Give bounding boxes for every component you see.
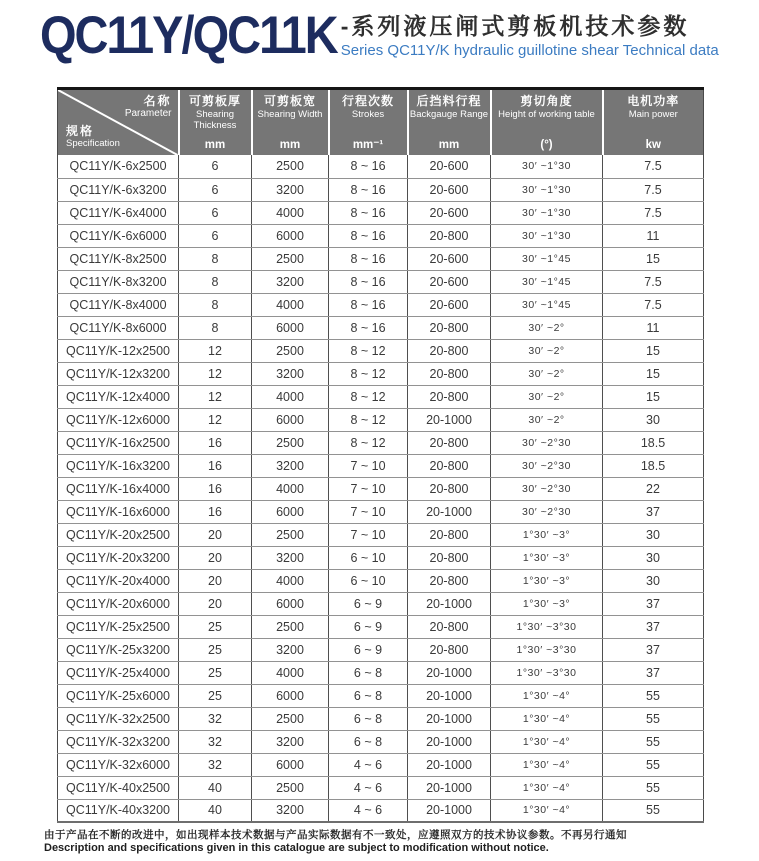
width-cell: 6000: [252, 224, 329, 247]
strokes-cell: 8 ~ 16: [329, 224, 408, 247]
width-cell: 3200: [252, 178, 329, 201]
model-cell: QC11Y/K-8x2500: [58, 247, 179, 270]
power-cell: 7.5: [603, 178, 704, 201]
angle-cell: 1°30′ ~4°: [491, 707, 603, 730]
page-title-english: Series QC11Y/K hydraulic guillotine shear Technical data: [340, 42, 719, 59]
width-cell: 2500: [252, 247, 329, 270]
backgauge-cell: 20-800: [408, 523, 491, 546]
strokes-cell: 6 ~ 9: [329, 638, 408, 661]
width-cell: 3200: [252, 730, 329, 753]
strokes-cell: 6 ~ 10: [329, 546, 408, 569]
width-cell: 2500: [252, 707, 329, 730]
power-cell: 18.5: [603, 431, 704, 454]
angle-cell: 30′ ~1°45: [491, 270, 603, 293]
angle-cell: 1°30′ ~3°: [491, 546, 603, 569]
strokes-cell: 8 ~ 12: [329, 362, 408, 385]
column-header: [491, 89, 603, 156]
power-cell: 30: [603, 408, 704, 431]
thickness-cell: 12: [179, 339, 252, 362]
column-header-cn: 行程次数: [341, 94, 394, 108]
power-cell: 55: [603, 776, 704, 799]
power-cell: 18.5: [603, 454, 704, 477]
column-header-unit: mm: [279, 139, 301, 151]
column-header: [408, 89, 491, 156]
model-cell: QC11Y/K-20x6000: [58, 592, 179, 615]
strokes-cell: 4 ~ 6: [329, 799, 408, 822]
column-header: [252, 89, 329, 156]
thickness-cell: 16: [179, 431, 252, 454]
column-header-unit: mm: [438, 139, 460, 151]
thickness-cell: 16: [179, 454, 252, 477]
thickness-cell: 12: [179, 408, 252, 431]
strokes-cell: 6 ~ 8: [329, 730, 408, 753]
model-cell: QC11Y/K-6x3200: [58, 178, 179, 201]
thickness-cell: 32: [179, 707, 252, 730]
width-cell: 2500: [252, 155, 329, 178]
thickness-cell: 16: [179, 500, 252, 523]
width-cell: 6000: [252, 408, 329, 431]
backgauge-cell: 20-800: [408, 569, 491, 592]
width-cell: 3200: [252, 362, 329, 385]
backgauge-cell: 20-800: [408, 431, 491, 454]
column-header-unit: kw: [645, 139, 661, 151]
column-header-en: Main power: [628, 109, 678, 120]
width-cell: 4000: [252, 477, 329, 500]
column-header-cn: 可剪板厚: [188, 94, 241, 108]
model-cell: QC11Y/K-8x3200: [58, 270, 179, 293]
spec-table: [57, 87, 704, 823]
backgauge-cell: 20-800: [408, 385, 491, 408]
table-row: [58, 592, 704, 615]
backgauge-cell: 20-800: [408, 362, 491, 385]
thickness-cell: 12: [179, 385, 252, 408]
power-cell: 37: [603, 592, 704, 615]
corner-header-cell: [58, 89, 179, 156]
model-cell: QC11Y/K-40x3200: [58, 799, 179, 822]
power-cell: 7.5: [603, 293, 704, 316]
backgauge-cell: 20-600: [408, 293, 491, 316]
power-cell: 11: [603, 224, 704, 247]
angle-cell: 1°30′ ~3°30: [491, 638, 603, 661]
table-row: [58, 523, 704, 546]
column-header-cn: 剪切角度: [520, 94, 573, 108]
backgauge-cell: 20-1000: [408, 730, 491, 753]
width-cell: 6000: [252, 592, 329, 615]
table-row: [58, 201, 704, 224]
angle-cell: 1°30′ ~3°: [491, 523, 603, 546]
page-header: [0, 0, 759, 80]
thickness-cell: 25: [179, 684, 252, 707]
angle-cell: 30′ ~2°30: [491, 477, 603, 500]
backgauge-cell: 20-800: [408, 477, 491, 500]
width-cell: 3200: [252, 270, 329, 293]
thickness-cell: 12: [179, 362, 252, 385]
model-cell: QC11Y/K-25x4000: [58, 661, 179, 684]
angle-cell: 1°30′ ~4°: [491, 753, 603, 776]
width-cell: 3200: [252, 546, 329, 569]
table-row: [58, 247, 704, 270]
thickness-cell: 25: [179, 638, 252, 661]
strokes-cell: 7 ~ 10: [329, 500, 408, 523]
backgauge-cell: 20-1000: [408, 684, 491, 707]
model-cell: QC11Y/K-32x3200: [58, 730, 179, 753]
table-row: [58, 385, 704, 408]
table-row: [58, 339, 704, 362]
backgauge-cell: 20-600: [408, 201, 491, 224]
backgauge-cell: 20-600: [408, 155, 491, 178]
table-row: [58, 270, 704, 293]
power-cell: 7.5: [603, 155, 704, 178]
width-cell: 2500: [252, 431, 329, 454]
strokes-cell: 6 ~ 8: [329, 707, 408, 730]
power-cell: 37: [603, 500, 704, 523]
strokes-cell: 6 ~ 8: [329, 661, 408, 684]
width-cell: 4000: [252, 569, 329, 592]
power-cell: 37: [603, 615, 704, 638]
angle-cell: 30′ ~2°30: [491, 454, 603, 477]
table-row: [58, 431, 704, 454]
thickness-cell: 8: [179, 247, 252, 270]
table-row: [58, 684, 704, 707]
corner-parameter-label: [125, 94, 172, 119]
column-header: [179, 89, 252, 156]
thickness-cell: 20: [179, 546, 252, 569]
table-row: [58, 615, 704, 638]
strokes-cell: 8 ~ 12: [329, 339, 408, 362]
column-header-en: Shearing Thickness: [193, 109, 237, 131]
column-header-unit: (°): [540, 139, 553, 151]
angle-cell: 1°30′ ~3°30: [491, 615, 603, 638]
thickness-cell: 20: [179, 592, 252, 615]
backgauge-cell: 20-1000: [408, 500, 491, 523]
thickness-cell: 20: [179, 569, 252, 592]
spec-table-header: [58, 89, 704, 156]
width-cell: 3200: [252, 454, 329, 477]
model-cell: QC11Y/K-12x4000: [58, 385, 179, 408]
table-row: [58, 224, 704, 247]
backgauge-cell: 20-1000: [408, 408, 491, 431]
model-cell: QC11Y/K-25x2500: [58, 615, 179, 638]
table-row: [58, 500, 704, 523]
corner-specification-en: Specification: [66, 138, 120, 149]
strokes-cell: 6 ~ 9: [329, 615, 408, 638]
thickness-cell: 6: [179, 178, 252, 201]
table-row: [58, 362, 704, 385]
angle-cell: 30′ ~2°: [491, 339, 603, 362]
power-cell: 7.5: [603, 270, 704, 293]
table-row: [58, 293, 704, 316]
strokes-cell: 8 ~ 12: [329, 385, 408, 408]
backgauge-cell: 20-800: [408, 224, 491, 247]
backgauge-cell: 20-600: [408, 270, 491, 293]
model-cell: QC11Y/K-12x2500: [58, 339, 179, 362]
power-cell: 30: [603, 523, 704, 546]
strokes-cell: 8 ~ 16: [329, 270, 408, 293]
column-header-cn: 可剪板宽: [263, 94, 316, 108]
width-cell: 2500: [252, 615, 329, 638]
disclaimer-english: Description and specifications given in this catalogue are subject to modification without notice.: [44, 842, 549, 854]
thickness-cell: 8: [179, 270, 252, 293]
model-cell: QC11Y/K-16x4000: [58, 477, 179, 500]
power-cell: 11: [603, 316, 704, 339]
power-cell: 55: [603, 684, 704, 707]
column-header-unit: mm⁻¹: [352, 139, 384, 151]
angle-cell: 30′ ~1°30: [491, 178, 603, 201]
angle-cell: 1°30′ ~3°: [491, 592, 603, 615]
power-cell: 15: [603, 339, 704, 362]
thickness-cell: 8: [179, 316, 252, 339]
width-cell: 3200: [252, 638, 329, 661]
thickness-cell: 8: [179, 293, 252, 316]
table-row: [58, 638, 704, 661]
column-header-en: Height of working table: [498, 109, 595, 120]
table-row: [58, 753, 704, 776]
angle-cell: 30′ ~2°30: [491, 500, 603, 523]
backgauge-cell: 20-800: [408, 615, 491, 638]
backgauge-cell: 20-600: [408, 178, 491, 201]
strokes-cell: 7 ~ 10: [329, 523, 408, 546]
angle-cell: 1°30′ ~4°: [491, 799, 603, 822]
width-cell: 3200: [252, 799, 329, 822]
width-cell: 2500: [252, 339, 329, 362]
model-cell: QC11Y/K-16x2500: [58, 431, 179, 454]
power-cell: 55: [603, 799, 704, 822]
column-header-cn: 电机功率: [627, 94, 680, 108]
power-cell: 37: [603, 661, 704, 684]
backgauge-cell: 20-1000: [408, 776, 491, 799]
strokes-cell: 7 ~ 10: [329, 477, 408, 500]
thickness-cell: 32: [179, 730, 252, 753]
model-cell: QC11Y/K-20x3200: [58, 546, 179, 569]
angle-cell: 1°30′ ~3°30: [491, 661, 603, 684]
column-header-cn: 后挡料行程: [416, 94, 482, 108]
model-cell: QC11Y/K-8x4000: [58, 293, 179, 316]
thickness-cell: 6: [179, 201, 252, 224]
column-header-en: Strokes: [351, 109, 385, 120]
spec-table-body: [58, 155, 704, 822]
model-cell: QC11Y/K-6x4000: [58, 201, 179, 224]
power-cell: 37: [603, 638, 704, 661]
width-cell: 4000: [252, 293, 329, 316]
strokes-cell: 8 ~ 16: [329, 178, 408, 201]
backgauge-cell: 20-1000: [408, 753, 491, 776]
table-row: [58, 776, 704, 799]
thickness-cell: 32: [179, 753, 252, 776]
table-row: [58, 155, 704, 178]
thickness-cell: 20: [179, 523, 252, 546]
model-cell: QC11Y/K-25x3200: [58, 638, 179, 661]
width-cell: 4000: [252, 201, 329, 224]
strokes-cell: 4 ~ 6: [329, 776, 408, 799]
table-row: [58, 408, 704, 431]
table-row: [58, 730, 704, 753]
angle-cell: 30′ ~1°30: [491, 201, 603, 224]
model-cell: QC11Y/K-12x3200: [58, 362, 179, 385]
strokes-cell: 8 ~ 16: [329, 293, 408, 316]
angle-cell: 30′ ~2°: [491, 408, 603, 431]
thickness-cell: 6: [179, 155, 252, 178]
thickness-cell: 25: [179, 661, 252, 684]
column-header: [603, 89, 704, 156]
table-row: [58, 569, 704, 592]
angle-cell: 30′ ~1°45: [491, 247, 603, 270]
width-cell: 6000: [252, 753, 329, 776]
power-cell: 30: [603, 546, 704, 569]
corner-specification-label: [66, 124, 120, 149]
angle-cell: 1°30′ ~3°: [491, 569, 603, 592]
disclaimer-chinese: 由于产品在不断的改进中，如出现样本技术数据与产品实际数据有不一致处，应遵照双方的技术协议参数。不再另行通知: [44, 829, 627, 841]
model-cell: QC11Y/K-6x2500: [58, 155, 179, 178]
table-row: [58, 316, 704, 339]
strokes-cell: 6 ~ 9: [329, 592, 408, 615]
power-cell: 55: [603, 753, 704, 776]
angle-cell: 30′ ~2°30: [491, 431, 603, 454]
title-group: [341, 12, 719, 60]
thickness-cell: 40: [179, 776, 252, 799]
thickness-cell: 40: [179, 799, 252, 822]
strokes-cell: 4 ~ 6: [329, 753, 408, 776]
strokes-cell: 8 ~ 16: [329, 316, 408, 339]
strokes-cell: 8 ~ 16: [329, 201, 408, 224]
table-row: [58, 546, 704, 569]
angle-cell: 30′ ~1°30: [491, 224, 603, 247]
table-row: [58, 178, 704, 201]
model-cell: QC11Y/K-20x2500: [58, 523, 179, 546]
corner-parameter-en: Parameter: [124, 108, 172, 119]
column-header: [329, 89, 408, 156]
angle-cell: 30′ ~2°: [491, 385, 603, 408]
backgauge-cell: 20-1000: [408, 707, 491, 730]
table-row: [58, 661, 704, 684]
width-cell: 6000: [252, 500, 329, 523]
backgauge-cell: 20-800: [408, 339, 491, 362]
thickness-cell: 16: [179, 477, 252, 500]
power-cell: 7.5: [603, 201, 704, 224]
strokes-cell: 8 ~ 16: [329, 155, 408, 178]
backgauge-cell: 20-800: [408, 316, 491, 339]
angle-cell: 1°30′ ~4°: [491, 730, 603, 753]
model-cell: QC11Y/K-6x6000: [58, 224, 179, 247]
column-header-unit: mm: [204, 139, 226, 151]
power-cell: 55: [603, 730, 704, 753]
table-row: [58, 454, 704, 477]
strokes-cell: 8 ~ 12: [329, 408, 408, 431]
strokes-cell: 6 ~ 10: [329, 569, 408, 592]
angle-cell: 1°30′ ~4°: [491, 776, 603, 799]
table-row: [58, 707, 704, 730]
angle-cell: 30′ ~2°: [491, 362, 603, 385]
strokes-cell: 8 ~ 16: [329, 247, 408, 270]
backgauge-cell: 20-800: [408, 454, 491, 477]
strokes-cell: 8 ~ 12: [329, 431, 408, 454]
model-cell: QC11Y/K-16x6000: [58, 500, 179, 523]
power-cell: 15: [603, 362, 704, 385]
thickness-cell: 25: [179, 615, 252, 638]
column-header-en: Backgauge Range: [409, 109, 489, 120]
angle-cell: 30′ ~1°30: [491, 155, 603, 178]
thickness-cell: 6: [179, 224, 252, 247]
width-cell: 4000: [252, 661, 329, 684]
table-row: [58, 799, 704, 822]
width-cell: 2500: [252, 776, 329, 799]
model-cell: QC11Y/K-32x6000: [58, 753, 179, 776]
header-row: [58, 89, 704, 156]
model-cell: QC11Y/K-32x2500: [58, 707, 179, 730]
corner-specification-cn: 规格: [66, 124, 95, 138]
power-cell: 55: [603, 707, 704, 730]
width-cell: 4000: [252, 385, 329, 408]
power-cell: 15: [603, 385, 704, 408]
corner-parameter-cn: 名称: [143, 94, 172, 108]
model-cell: QC11Y/K-16x3200: [58, 454, 179, 477]
angle-cell: 1°30′ ~4°: [491, 684, 603, 707]
angle-cell: 30′ ~1°45: [491, 293, 603, 316]
model-cell: QC11Y/K-25x6000: [58, 684, 179, 707]
strokes-cell: 7 ~ 10: [329, 454, 408, 477]
power-cell: 15: [603, 247, 704, 270]
column-header-en: Shearing Width: [257, 109, 323, 120]
backgauge-cell: 20-1000: [408, 799, 491, 822]
backgauge-cell: 20-800: [408, 638, 491, 661]
model-cell: QC11Y/K-20x4000: [58, 569, 179, 592]
power-cell: 30: [603, 569, 704, 592]
backgauge-cell: 20-1000: [408, 592, 491, 615]
backgauge-cell: 20-600: [408, 247, 491, 270]
width-cell: 6000: [252, 684, 329, 707]
strokes-cell: 6 ~ 8: [329, 684, 408, 707]
model-cell: QC11Y/K-12x6000: [58, 408, 179, 431]
model-cell: QC11Y/K-8x6000: [58, 316, 179, 339]
backgauge-cell: 20-1000: [408, 661, 491, 684]
page-footer: [44, 829, 744, 855]
width-cell: 2500: [252, 523, 329, 546]
model-cell: QC11Y/K-40x2500: [58, 776, 179, 799]
page-title-chinese: -系列液压闸式剪板机技术参数: [340, 13, 690, 39]
power-cell: 22: [603, 477, 704, 500]
table-row: [58, 477, 704, 500]
angle-cell: 30′ ~2°: [491, 316, 603, 339]
backgauge-cell: 20-800: [408, 546, 491, 569]
series-logo: QC11Y/QC11K: [40, 4, 337, 65]
width-cell: 6000: [252, 316, 329, 339]
